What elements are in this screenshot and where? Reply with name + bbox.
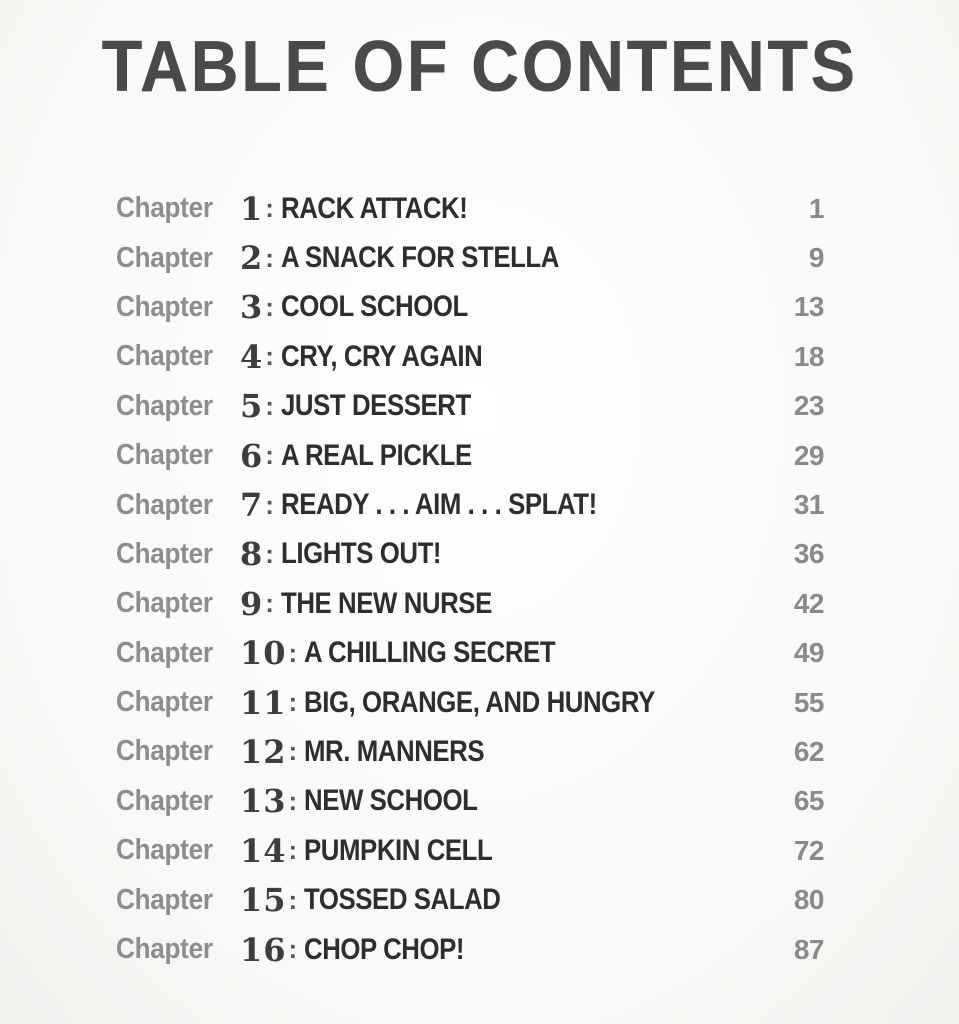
chapter-page-number: 65 [793, 785, 824, 817]
chapter-colon: : [288, 736, 298, 767]
chapter-title: RACK ATTACK! [280, 191, 468, 225]
chapter-word: Chapter [116, 834, 213, 867]
chapter-number: 9 [240, 584, 264, 623]
chapter-page-number: 62 [793, 735, 824, 767]
page-title: TABLE OF CONTENTS [101, 27, 858, 107]
chapter-word: Chapter [116, 192, 213, 225]
chapter-number: 6 [240, 436, 264, 475]
chapter-title: TOSSED SALAD [304, 883, 501, 917]
chapter-word: Chapter [116, 290, 213, 323]
chapter-title: PUMPKIN CELL [304, 833, 493, 867]
chapter-word: Chapter [116, 340, 213, 373]
chapter-title: COOL SCHOOL [280, 290, 468, 324]
chapter-colon: : [288, 835, 298, 866]
chapter-colon: : [265, 193, 274, 224]
chapter-page-number: 18 [793, 340, 824, 372]
chapter-row [116, 233, 826, 282]
chapter-word: Chapter [116, 439, 213, 472]
chapter-page-number: 29 [793, 439, 824, 471]
chapter-title: THE NEW NURSE [280, 586, 492, 620]
chapter-number: 16 [240, 930, 287, 969]
chapter-page-number: 9 [808, 242, 824, 274]
chapter-row [116, 875, 826, 924]
chapter-word: Chapter [116, 686, 213, 719]
chapter-word: Chapter [116, 241, 213, 274]
chapter-colon: : [288, 934, 298, 965]
chapter-number: 5 [240, 387, 264, 426]
chapter-page-number: 80 [793, 884, 824, 916]
chapter-row [116, 925, 826, 974]
chapter-page-number: 42 [793, 587, 824, 619]
chapter-word: Chapter [116, 537, 213, 570]
chapter-title: CRY, CRY AGAIN [280, 339, 483, 373]
chapter-number: 10 [240, 634, 287, 673]
chapter-row [116, 283, 826, 332]
chapter-colon: : [265, 440, 274, 471]
chapter-number: 15 [240, 881, 287, 920]
chapter-title: A REAL PICKLE [280, 438, 472, 472]
chapter-row [116, 777, 826, 826]
chapter-page-number: 55 [793, 686, 824, 718]
chapter-word: Chapter [116, 735, 213, 768]
chapter-word: Chapter [116, 636, 213, 669]
chapter-colon: : [265, 538, 274, 569]
chapter-title: JUST DESSERT [280, 389, 471, 423]
chapter-colon: : [265, 390, 274, 421]
chapter-title: A CHILLING SECRET [304, 636, 556, 670]
chapter-page-number: 23 [793, 390, 824, 422]
chapter-title: CHOP CHOP! [304, 932, 465, 966]
chapter-number: 14 [240, 831, 287, 870]
chapter-page-number: 87 [793, 933, 824, 965]
chapter-row [116, 579, 826, 628]
chapter-number: 1 [240, 189, 264, 228]
chapter-word: Chapter [116, 784, 213, 817]
chapter-colon: : [288, 687, 298, 718]
chapter-row [116, 480, 826, 529]
chapter-colon: : [265, 341, 274, 372]
chapter-colon: : [265, 291, 274, 322]
chapter-title: BIG, ORANGE, AND HUNGRY [304, 685, 656, 719]
chapter-colon: : [288, 884, 298, 915]
chapter-colon: : [265, 489, 274, 520]
chapter-row [116, 826, 826, 875]
chapter-number: 3 [240, 288, 264, 327]
chapter-row [116, 678, 826, 727]
chapter-row [116, 530, 826, 579]
chapter-word: Chapter [116, 933, 213, 966]
chapter-word: Chapter [116, 389, 213, 422]
chapter-number: 2 [240, 239, 264, 278]
chapter-row [116, 332, 826, 381]
chapter-number: 12 [240, 732, 287, 771]
chapter-list [116, 184, 826, 974]
chapter-number: 7 [240, 486, 264, 525]
chapter-page-number: 36 [793, 538, 824, 570]
chapter-colon: : [265, 242, 274, 273]
chapter-title: LIGHTS OUT! [280, 537, 442, 571]
chapter-number: 13 [240, 782, 287, 821]
chapter-page-number: 31 [793, 489, 824, 521]
chapter-title: NEW SCHOOL [304, 784, 478, 818]
chapter-colon: : [265, 588, 274, 619]
chapter-page-number: 72 [793, 834, 824, 866]
chapter-word: Chapter [116, 587, 213, 620]
chapter-row [116, 382, 826, 431]
chapter-word: Chapter [116, 488, 213, 521]
chapter-page-number: 13 [793, 291, 824, 323]
chapter-page-number: 1 [808, 192, 824, 224]
chapter-row [116, 727, 826, 776]
chapter-number: 8 [240, 535, 264, 574]
chapter-colon: : [288, 637, 298, 668]
chapter-word: Chapter [116, 883, 213, 916]
chapter-row [116, 629, 826, 678]
chapter-number: 4 [240, 337, 264, 376]
chapter-page-number: 49 [793, 637, 824, 669]
chapter-row [116, 184, 826, 233]
chapter-number: 11 [240, 683, 287, 722]
chapter-colon: : [288, 785, 298, 816]
chapter-row [116, 431, 826, 480]
chapter-title: READY . . . AIM . . . SPLAT! [280, 488, 597, 522]
chapter-title: MR. MANNERS [304, 734, 485, 768]
chapter-title: A SNACK FOR STELLA [280, 241, 559, 275]
